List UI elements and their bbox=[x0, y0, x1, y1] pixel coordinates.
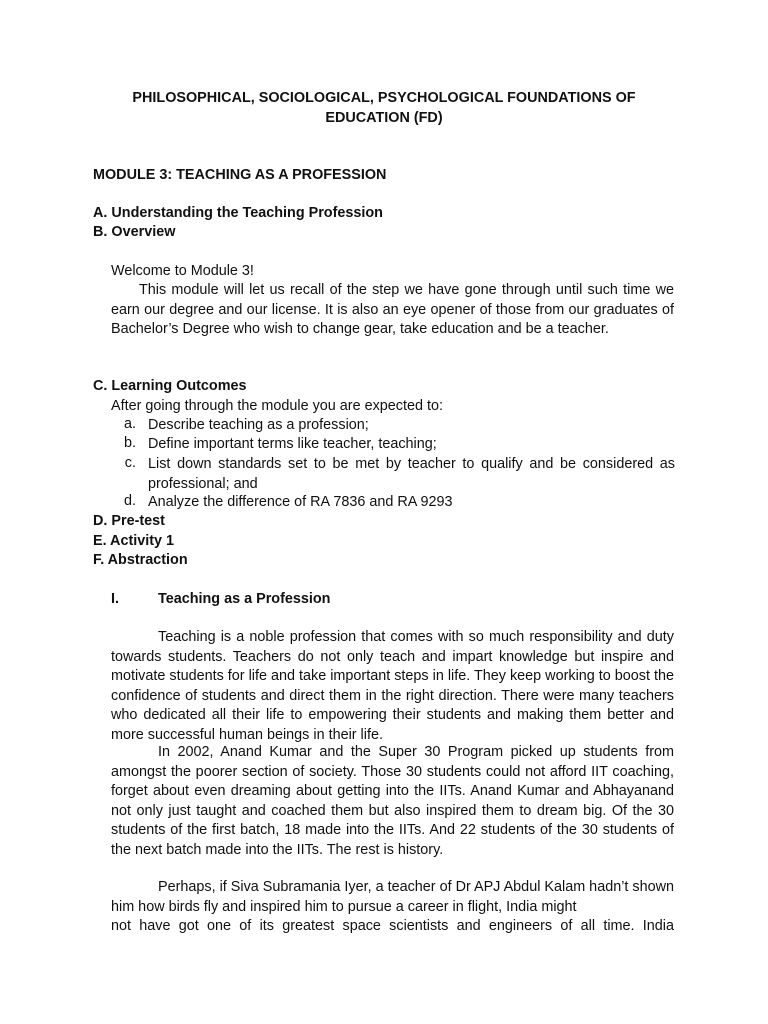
list-marker: a. bbox=[123, 416, 136, 432]
list-item: Analyze the difference of RA 7836 and RA 9293 bbox=[148, 494, 453, 510]
subsection-numeral: I. bbox=[111, 591, 119, 607]
subsection-heading: Teaching as a Profession bbox=[158, 591, 331, 607]
list-marker: d. bbox=[123, 493, 136, 509]
section-c-heading: C. Learning Outcomes bbox=[93, 378, 247, 394]
body-paragraph-3: Perhaps, if Siva Subramania Iyer, a teacher of Dr APJ Abdul Kalam hadn’t shown him how birds fly and inspired him to pursue a career in flight, India might bbox=[111, 879, 674, 915]
body-paragraph-3-continued: not have got one of its greatest space scientists and engineers of all time. India bbox=[111, 918, 674, 934]
list-item: Describe teaching as a profession; bbox=[148, 417, 369, 433]
body-paragraph-1: Teaching is a noble profession that comes with so much responsibility and duty towards students. Teachers do not only teach and impart knowledge but inspire and motivate students for life and take important steps in life. They keep working to boost the confidence of students and direct them in the right direction. There were many teachers who dedicated all their life to empowering their students and making them better and more successful human beings in their life. bbox=[111, 629, 674, 743]
section-f-heading: F. Abstraction bbox=[93, 552, 188, 568]
section-d-heading: D. Pre-test bbox=[93, 513, 165, 529]
body-paragraph-2: In 2002, Anand Kumar and the Super 30 Program picked up students from amongst the poorer section of society. Those 30 students could not afford IIT coaching, forget about even dreaming about getting into the IITs. Anand Kumar and Abhayanand not only just taught and coached them but also inspired them to dream big. Of the 30 students of the first batch, 18 made into the IITs. And 22 students of the 30 students of the next batch made into the IITs. The rest is history. bbox=[111, 744, 674, 858]
section-b-heading: B. Overview bbox=[93, 224, 176, 240]
list-item: Define important terms like teacher, teaching; bbox=[148, 436, 437, 452]
list-item: List down standards set to be met by teacher to qualify and be considered as professional; and bbox=[148, 456, 675, 492]
overview-paragraph: This module will let us recall of the step we have gone through until such time we earn our degree and our license. It is also an eye opener of those from our graduates of Bachelor’s Degree who wish to change gear, take education and be a teacher. bbox=[111, 282, 674, 337]
document-title: PHILOSOPHICAL, SOCIOLOGICAL, PSYCHOLOGICAL FOUNDATIONS OF EDUCATION (FD) bbox=[132, 90, 636, 126]
outcomes-intro: After going through the module you are expected to: bbox=[111, 398, 444, 414]
welcome-text: Welcome to Module 3! bbox=[111, 263, 254, 279]
module-heading: MODULE 3: TEACHING AS A PROFESSION bbox=[93, 167, 387, 183]
list-marker: c. bbox=[124, 455, 136, 471]
section-a-heading: A. Understanding the Teaching Profession bbox=[93, 205, 383, 221]
list-marker: b. bbox=[123, 435, 136, 451]
section-e-heading: E. Activity 1 bbox=[93, 533, 175, 549]
